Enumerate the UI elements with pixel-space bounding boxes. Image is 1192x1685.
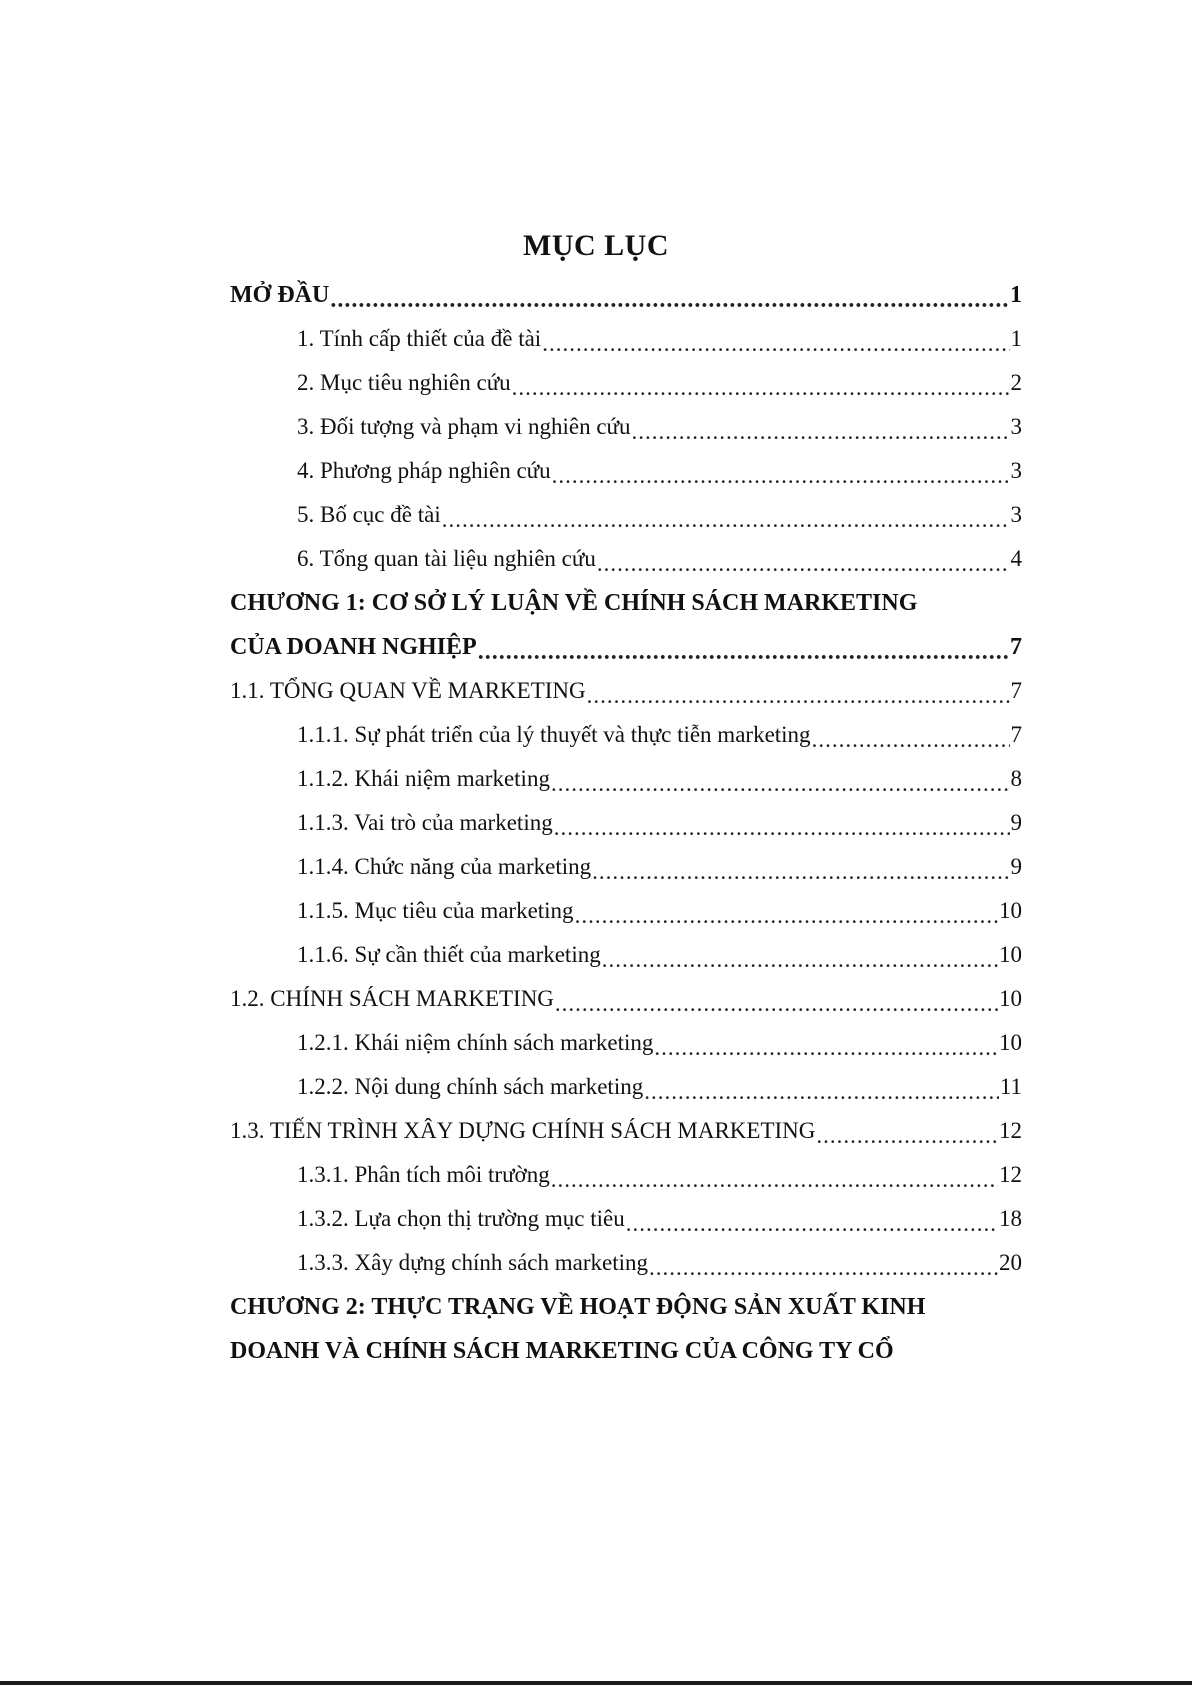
toc-entry-intro-1[interactable]: 1. Tính cấp thiết của đề tài ..... 1 — [230, 317, 1022, 361]
toc-entry-chapter-2-line-2[interactable]: DOANH VÀ CHÍNH SÁCH MARKETING CỦA CÔNG TY CỔ — [230, 1337, 894, 1364]
toc-entry-1-2-2[interactable]: 1.2.2. Nội dung chính sách marketing ..... 11 — [230, 1065, 1022, 1109]
toc-entry-chapter-1-line-2[interactable]: CỦA DOANH NGHIỆP ..... 7 — [230, 625, 1022, 669]
toc-entry-intro-3[interactable]: 3. Đối tượng và phạm vi nghiên cứu ..... 3 — [230, 405, 1022, 449]
toc-entry-1-3-3[interactable]: 1.3.3. Xây dựng chính sách marketing ..... 20 — [230, 1241, 1022, 1285]
toc-entry-1-1-2[interactable]: 1.1.2. Khái niệm marketing ..... 8 — [230, 757, 1022, 801]
toc-entry-section-1-2[interactable]: 1.2. CHÍNH SÁCH MARKETING ..... 10 — [230, 977, 1022, 1021]
toc-entry-1-1-5[interactable]: 1.1.5. Mục tiêu của marketing ..... 10 — [230, 889, 1022, 933]
table-of-contents — [230, 273, 1022, 1373]
toc-entry-1-3-2[interactable]: 1.3.2. Lựa chọn thị trường mục tiêu ..... 18 — [230, 1197, 1022, 1241]
toc-entry-1-1-3[interactable]: 1.1.3. Vai trò của marketing ..... 9 — [230, 801, 1022, 845]
toc-entry-intro-5[interactable]: 5. Bố cục đề tài ..... 3 — [230, 493, 1022, 537]
toc-entry-1-1-4[interactable]: 1.1.4. Chức năng của marketing ..... 9 — [230, 845, 1022, 889]
toc-entry-mo-dau[interactable]: MỞ ĐẦU ..... 1 — [230, 273, 1022, 317]
toc-entry-intro-6[interactable]: 6. Tổng quan tài liệu nghiên cứu ..... 4 — [230, 537, 1022, 581]
toc-entry-intro-4[interactable]: 4. Phương pháp nghiên cứu ..... 3 — [230, 449, 1022, 493]
toc-entry-chapter-1-line-1[interactable]: CHƯƠNG 1: CƠ SỞ LÝ LUẬN VỀ CHÍNH SÁCH MARKETING — [230, 589, 918, 616]
toc-title: MỤC LỤC — [523, 229, 669, 262]
toc-entry-1-1-6[interactable]: 1.1.6. Sự cần thiết của marketing ..... 10 — [230, 933, 1022, 977]
toc-entry-intro-2[interactable]: 2. Mục tiêu nghiên cứu ..... 2 — [230, 361, 1022, 405]
toc-entry-section-1-3[interactable]: 1.3. TIẾN TRÌNH XÂY DỰNG CHÍNH SÁCH MARKETING ..... 12 — [230, 1109, 1022, 1153]
toc-entry-section-1-1[interactable]: 1.1. TỔNG QUAN VỀ MARKETING ..... 7 — [230, 669, 1022, 713]
toc-entry-1-3-1[interactable]: 1.3.1. Phân tích môi trường ..... 12 — [230, 1153, 1022, 1197]
toc-entry-chapter-2-line-1[interactable]: CHƯƠNG 2: THỰC TRẠNG VỀ HOẠT ĐỘNG SẢN XUẤT KINH — [230, 1293, 926, 1320]
toc-entry-1-2-1[interactable]: 1.2.1. Khái niệm chính sách marketing ..... 10 — [230, 1021, 1022, 1065]
toc-entry-1-1-1[interactable]: 1.1.1. Sự phát triển của lý thuyết và thực tiễn marketing ..... 7 — [230, 713, 1022, 757]
bottom-edge-rule — [0, 1681, 1192, 1685]
